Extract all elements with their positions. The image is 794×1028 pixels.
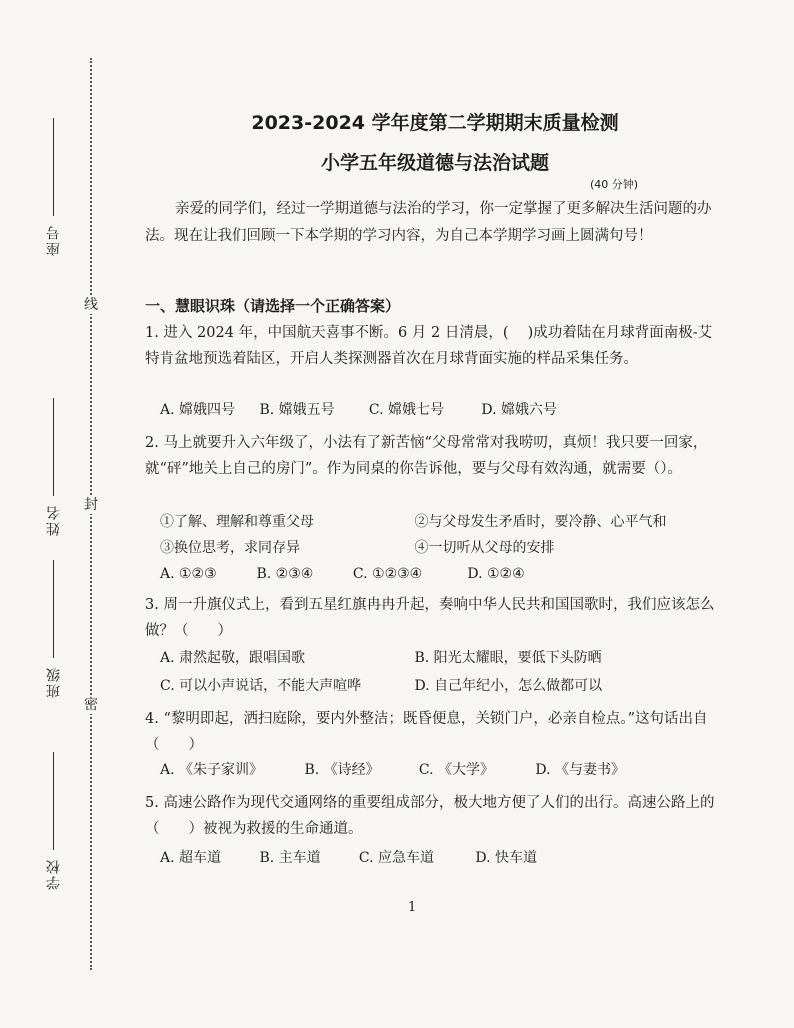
question-3-option-d[interactable]: D. 自己年纪小，怎么做都可以 — [414, 678, 603, 694]
question-5-option-c[interactable]: C. 应急车道 — [358, 850, 435, 866]
question-2-option-c[interactable]: C. ①②③④ — [352, 566, 423, 582]
question-4-option-d[interactable]: D. 《与妻书》 — [535, 762, 625, 778]
question-2-stem: 2. 马上就要升入六年级了，小法有了新苦恼“父母常常对我唠叨，真烦！我只要一回家，就“砰”地关上自己的房门”。作为同桌的你告诉他，要与父母有效沟通，就需要（）。 — [145, 435, 708, 477]
question-2-option-a[interactable]: A. ①②③ — [160, 566, 217, 582]
question-1-stem: 1. 进入 2024 年，中国航天喜事不断。6 月 2 日清晨，( )成功着陆在月球背面南极-艾特肯盆地预选着陆区，开启人类探测器首次在月球背面实施的样品采集任务。 — [145, 325, 713, 367]
class-label: 班级 — [46, 666, 62, 698]
question-3-options-row-2 — [160, 676, 602, 696]
seal-char-seal: 封 — [84, 497, 98, 513]
question-3-option-a[interactable]: A. 肃然起敬，跟唱国歌 — [160, 650, 306, 666]
question-2-statement-1: ①了解、理解和尊重父母 — [160, 514, 314, 530]
name-label: 姓名 — [46, 504, 62, 536]
name-blank[interactable] — [54, 398, 55, 496]
question-5-option-d[interactable]: D. 快车道 — [475, 850, 537, 866]
seat-number-label: 座号 — [46, 224, 62, 256]
seat-number-field[interactable] — [44, 118, 64, 256]
school-blank[interactable] — [54, 752, 55, 850]
question-2-option-d[interactable]: D. ①②④ — [467, 566, 525, 582]
page-number: 1 — [408, 900, 417, 915]
question-5-option-a[interactable]: A. 超车道 — [160, 850, 222, 866]
exam-subtitle: 小学五年级道德与法治试题 — [320, 152, 549, 174]
exam-duration: (40 分钟) — [590, 178, 639, 191]
question-2-statement-2: ②与父母发生矛盾时，要冷静、心平气和 — [414, 514, 667, 530]
seat-number-blank[interactable] — [54, 118, 55, 216]
question-2-options — [160, 564, 525, 584]
question-1-options — [160, 400, 557, 420]
question-2-statements-row-2 — [160, 538, 554, 558]
question-4-options — [160, 760, 625, 780]
name-field[interactable] — [44, 398, 64, 536]
question-3-option-c[interactable]: C. 可以小声说话，不能大声喧哗 — [160, 678, 362, 694]
question-4-stem: 4. “黎明即起，洒扫庭除，要内外整洁；既昏便息，关锁门户，必亲自检点。”这句话出自（ ） — [145, 711, 708, 753]
seal-char-line: 线 — [84, 297, 98, 313]
question-2-statement-4: ④一切听从父母的安排 — [414, 540, 555, 556]
question-1-option-c[interactable]: C. 嫦娥七号 — [368, 402, 445, 418]
class-field[interactable] — [44, 560, 64, 698]
binding-line — [90, 58, 92, 970]
question-5-stem: 5. 高速公路作为现代交通网络的重要组成部分，极大地方便了人们的出行。高速公路上的（ ）被视为救援的生命通道。 — [145, 795, 715, 837]
school-label: 学校 — [46, 858, 62, 890]
section-heading: 一、慧眼识珠（请选择一个正确答案） — [145, 297, 401, 315]
exam-title: 2023-2024 学年度第二学期期末质量检测 — [251, 112, 619, 134]
question-2-option-b[interactable]: B. ②③④ — [256, 566, 314, 582]
question-4-option-b[interactable]: B. 《诗经》 — [304, 762, 380, 778]
school-field[interactable] — [44, 752, 64, 890]
question-4-option-c[interactable]: C. 《大学》 — [418, 762, 495, 778]
seal-char-secret: 密 — [84, 697, 98, 713]
question-3-options-row-1 — [160, 648, 602, 668]
class-blank[interactable] — [54, 560, 55, 658]
question-2-statements-row-1 — [160, 512, 666, 532]
question-1-option-d[interactable]: D. 嫦娥六号 — [481, 402, 557, 418]
question-2-statement-3: ③换位思考，求同存异 — [160, 540, 300, 556]
question-5-option-b[interactable]: B. 主车道 — [259, 850, 321, 866]
intro-paragraph: 亲爱的同学们，经过一学期道德与法治的学习，你一定掌握了更多解决生活问题的办法。现在让我们回顾一下本学期的学习内容，为自己本学期学习画上圆满句号！ — [145, 201, 712, 244]
question-3-option-b[interactable]: B. 阳光太耀眼，要低下头防晒 — [414, 650, 602, 666]
question-1-option-b[interactable]: B. 嫦娥五号 — [259, 402, 335, 418]
question-4-option-a[interactable]: A. 《朱子家训》 — [160, 762, 264, 778]
question-5-options — [160, 848, 537, 868]
question-1-option-a[interactable]: A. 嫦娥四号 — [160, 402, 236, 418]
question-3-stem: 3. 周一升旗仪式上，看到五星红旗冉冉升起，奏响中华人民共和国国歌时，我们应该怎么做？（ ） — [145, 597, 715, 639]
